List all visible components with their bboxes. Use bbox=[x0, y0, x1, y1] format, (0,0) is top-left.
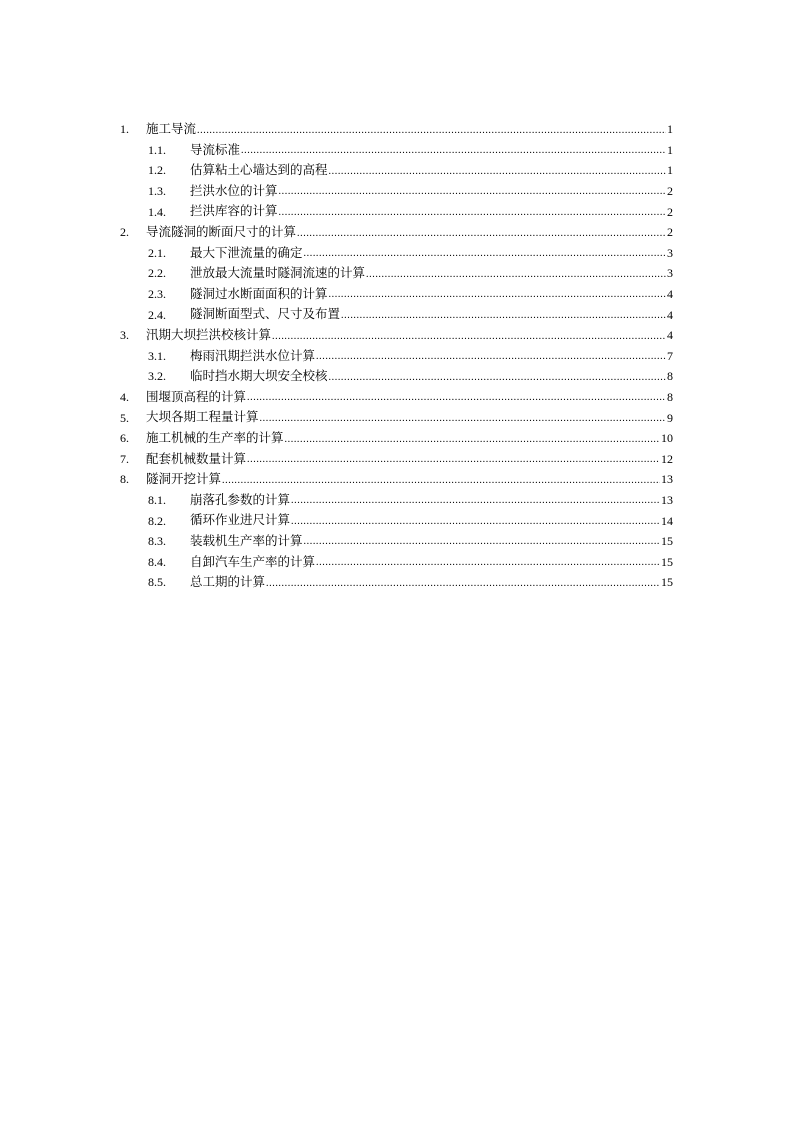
toc-dot-leader bbox=[285, 435, 660, 449]
toc-dot-leader bbox=[304, 537, 660, 551]
toc-dot-leader bbox=[260, 414, 666, 428]
toc-entry-number: 6. bbox=[120, 431, 129, 446]
toc-entry-title: 配套机械数量计算 bbox=[146, 450, 247, 466]
toc-entry[interactable] bbox=[120, 263, 673, 284]
toc-dot-leader bbox=[329, 373, 666, 387]
toc-entry-number: 2.4. bbox=[148, 307, 166, 322]
toc-entry-title: 拦洪库容的计算 bbox=[190, 203, 278, 219]
toc-entry-page: 1 bbox=[667, 142, 673, 157]
toc-entry-title: 导流标准 bbox=[190, 141, 241, 157]
toc-entry[interactable] bbox=[120, 407, 673, 428]
toc-entry[interactable] bbox=[120, 160, 673, 181]
table-of-contents bbox=[120, 119, 673, 593]
toc-entry-page: 13 bbox=[661, 472, 673, 487]
toc-entry-title: 泄放最大流量时隧洞流速的计算 bbox=[190, 265, 366, 281]
toc-dot-leader bbox=[341, 311, 666, 325]
toc-entry-page: 1 bbox=[667, 163, 673, 178]
toc-entry-title: 自卸汽车生产率的计算 bbox=[190, 553, 316, 569]
toc-entry[interactable] bbox=[120, 449, 673, 470]
toc-entry-page: 8 bbox=[667, 369, 673, 384]
toc-entry-number: 1.2. bbox=[148, 163, 166, 178]
toc-entry-title: 估算粘土心墙达到的高程 bbox=[190, 162, 328, 178]
toc-entry-number: 5. bbox=[120, 410, 129, 425]
toc-entry-number: 2. bbox=[120, 225, 129, 240]
toc-entry-title: 汛期大坝拦洪校核计算 bbox=[146, 326, 272, 342]
toc-entry-page: 4 bbox=[667, 328, 673, 343]
toc-dot-leader bbox=[279, 187, 666, 201]
toc-entry[interactable] bbox=[120, 490, 673, 511]
toc-entry-page: 14 bbox=[661, 513, 673, 528]
toc-entry-page: 12 bbox=[661, 451, 673, 466]
toc-entry-title: 临时挡水期大坝安全校核 bbox=[190, 368, 328, 384]
toc-entry[interactable] bbox=[120, 284, 673, 305]
toc-entry-number: 2.2. bbox=[148, 266, 166, 281]
toc-entry[interactable] bbox=[120, 531, 673, 552]
toc-entry[interactable] bbox=[120, 572, 673, 593]
toc-entry-title: 梅雨汛期拦洪水位计算 bbox=[190, 347, 316, 363]
toc-dot-leader bbox=[197, 126, 666, 140]
toc-dot-leader bbox=[304, 249, 666, 263]
toc-entry-title: 拦洪水位的计算 bbox=[190, 182, 278, 198]
toc-entry-number: 3.1. bbox=[148, 348, 166, 363]
toc-entry[interactable] bbox=[120, 222, 673, 243]
toc-entry[interactable] bbox=[120, 346, 673, 367]
toc-entry-title: 总工期的计算 bbox=[190, 574, 266, 590]
toc-entry-page: 15 bbox=[661, 554, 673, 569]
toc-entry-page: 13 bbox=[661, 492, 673, 507]
toc-entry-number: 3.2. bbox=[148, 369, 166, 384]
toc-dot-leader bbox=[291, 517, 660, 531]
toc-entry-title: 导流隧洞的断面尺寸的计算 bbox=[146, 224, 297, 240]
toc-dot-leader bbox=[247, 455, 660, 469]
toc-entry-page: 3 bbox=[667, 266, 673, 281]
toc-dot-leader bbox=[241, 146, 666, 160]
toc-entry-number: 8.4. bbox=[148, 554, 166, 569]
toc-entry-title: 隧洞开挖计算 bbox=[146, 471, 222, 487]
toc-entry-title: 装载机生产率的计算 bbox=[190, 532, 303, 548]
toc-dot-leader bbox=[279, 208, 666, 222]
toc-entry-page: 4 bbox=[667, 287, 673, 302]
toc-entry-number: 1. bbox=[120, 122, 129, 137]
toc-entry-title: 隧洞过水断面面积的计算 bbox=[190, 285, 328, 301]
toc-entry-title: 最大下泄流量的确定 bbox=[190, 244, 303, 260]
toc-entry[interactable] bbox=[120, 201, 673, 222]
toc-entry-number: 8. bbox=[120, 472, 129, 487]
toc-dot-leader bbox=[222, 476, 660, 490]
toc-entry-number: 2.1. bbox=[148, 245, 166, 260]
toc-entry[interactable] bbox=[120, 551, 673, 572]
toc-dot-leader bbox=[266, 579, 660, 593]
toc-entry-number: 7. bbox=[120, 451, 129, 466]
toc-dot-leader bbox=[247, 393, 666, 407]
toc-dot-leader bbox=[316, 352, 666, 366]
toc-entry-page: 4 bbox=[667, 307, 673, 322]
toc-entry-number: 1.1. bbox=[148, 142, 166, 157]
toc-dot-leader bbox=[316, 558, 660, 572]
toc-entry-number: 8.2. bbox=[148, 513, 166, 528]
toc-entry-title: 大坝各期工程量计算 bbox=[146, 409, 259, 425]
toc-dot-leader bbox=[366, 270, 666, 284]
toc-dot-leader bbox=[272, 332, 666, 346]
toc-dot-leader bbox=[329, 290, 666, 304]
toc-entry[interactable] bbox=[120, 428, 673, 449]
toc-entry-title: 施工机械的生产率的计算 bbox=[146, 429, 284, 445]
toc-entry-title: 隧洞断面型式、尺寸及布置 bbox=[190, 306, 341, 322]
toc-entry[interactable] bbox=[120, 387, 673, 408]
toc-entry-page: 10 bbox=[661, 431, 673, 446]
toc-entry-title: 崩落孔参数的计算 bbox=[190, 491, 291, 507]
toc-entry-number: 1.4. bbox=[148, 204, 166, 219]
toc-entry-number: 8.5. bbox=[148, 575, 166, 590]
toc-entry-page: 1 bbox=[667, 122, 673, 137]
toc-entry-page: 9 bbox=[667, 410, 673, 425]
toc-entry[interactable] bbox=[120, 140, 673, 161]
toc-dot-leader bbox=[297, 229, 666, 243]
toc-entry[interactable] bbox=[120, 469, 673, 490]
toc-entry-title: 循环作业进尺计算 bbox=[190, 512, 291, 528]
toc-entry-title: 围堰顶高程的计算 bbox=[146, 388, 247, 404]
toc-entry[interactable] bbox=[120, 366, 673, 387]
toc-entry-page: 2 bbox=[667, 225, 673, 240]
toc-entry-title: 施工导流 bbox=[146, 121, 197, 137]
toc-entry-number: 1.3. bbox=[148, 184, 166, 199]
toc-dot-leader bbox=[291, 496, 660, 510]
toc-entry[interactable] bbox=[120, 325, 673, 346]
toc-entry[interactable] bbox=[120, 119, 673, 140]
toc-entry[interactable] bbox=[120, 510, 673, 531]
toc-entry-page: 2 bbox=[667, 184, 673, 199]
toc-entry[interactable] bbox=[120, 243, 673, 264]
toc-entry-page: 15 bbox=[661, 575, 673, 590]
toc-entry-number: 8.1. bbox=[148, 492, 166, 507]
toc-entry-page: 3 bbox=[667, 245, 673, 260]
toc-entry[interactable] bbox=[120, 181, 673, 202]
toc-entry-page: 2 bbox=[667, 204, 673, 219]
toc-dot-leader bbox=[329, 167, 666, 181]
toc-entry-number: 2.3. bbox=[148, 287, 166, 302]
toc-entry-number: 4. bbox=[120, 390, 129, 405]
toc-entry-page: 15 bbox=[661, 534, 673, 549]
toc-entry-page: 8 bbox=[667, 390, 673, 405]
toc-entry-number: 3. bbox=[120, 328, 129, 343]
toc-entry-number: 8.3. bbox=[148, 534, 166, 549]
toc-entry-page: 7 bbox=[667, 348, 673, 363]
toc-entry[interactable] bbox=[120, 304, 673, 325]
